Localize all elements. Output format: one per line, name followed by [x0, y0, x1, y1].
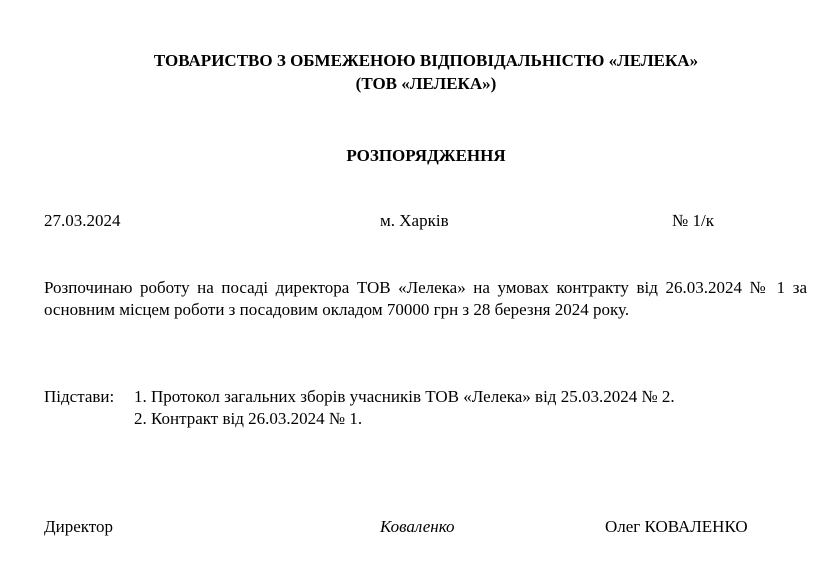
order-body-text: Розпочинаю роботу на посаді директора ТОВ «Лелека» на умовах контракту від 26.03.2024 № 1 за основним місцем роботи з посадовим окладом 70000 грн з 28 березня 2024 року.	[44, 278, 807, 319]
bases-list	[134, 386, 675, 430]
document-title: РОЗПОРЯДЖЕННЯ	[346, 146, 506, 165]
bases-item: 2. Контракт від 26.03.2024 № 1.	[134, 409, 363, 428]
document-city: м. Харків	[380, 211, 449, 230]
document-number: № 1/к	[672, 211, 714, 230]
signatory-name: Олег КОВАЛЕНКО	[605, 517, 748, 536]
document-date: 27.03.2024	[44, 211, 121, 230]
signature: Коваленко	[380, 517, 455, 536]
org-name: ТОВАРИСТВО З ОБМЕЖЕНОЮ ВІДПОВІДАЛЬНІСТЮ «ЛЕЛЕКА»	[153, 51, 699, 70]
bases-label: Підстави:	[44, 387, 115, 406]
signatory-position: Директор	[44, 517, 113, 536]
org-short-name: (ТОВ «ЛЕЛЕКА»)	[355, 74, 497, 93]
bases-item: 1. Протокол загальних зборів учасників ТОВ «Лелека» від 25.03.2024 № 2.	[134, 387, 675, 406]
